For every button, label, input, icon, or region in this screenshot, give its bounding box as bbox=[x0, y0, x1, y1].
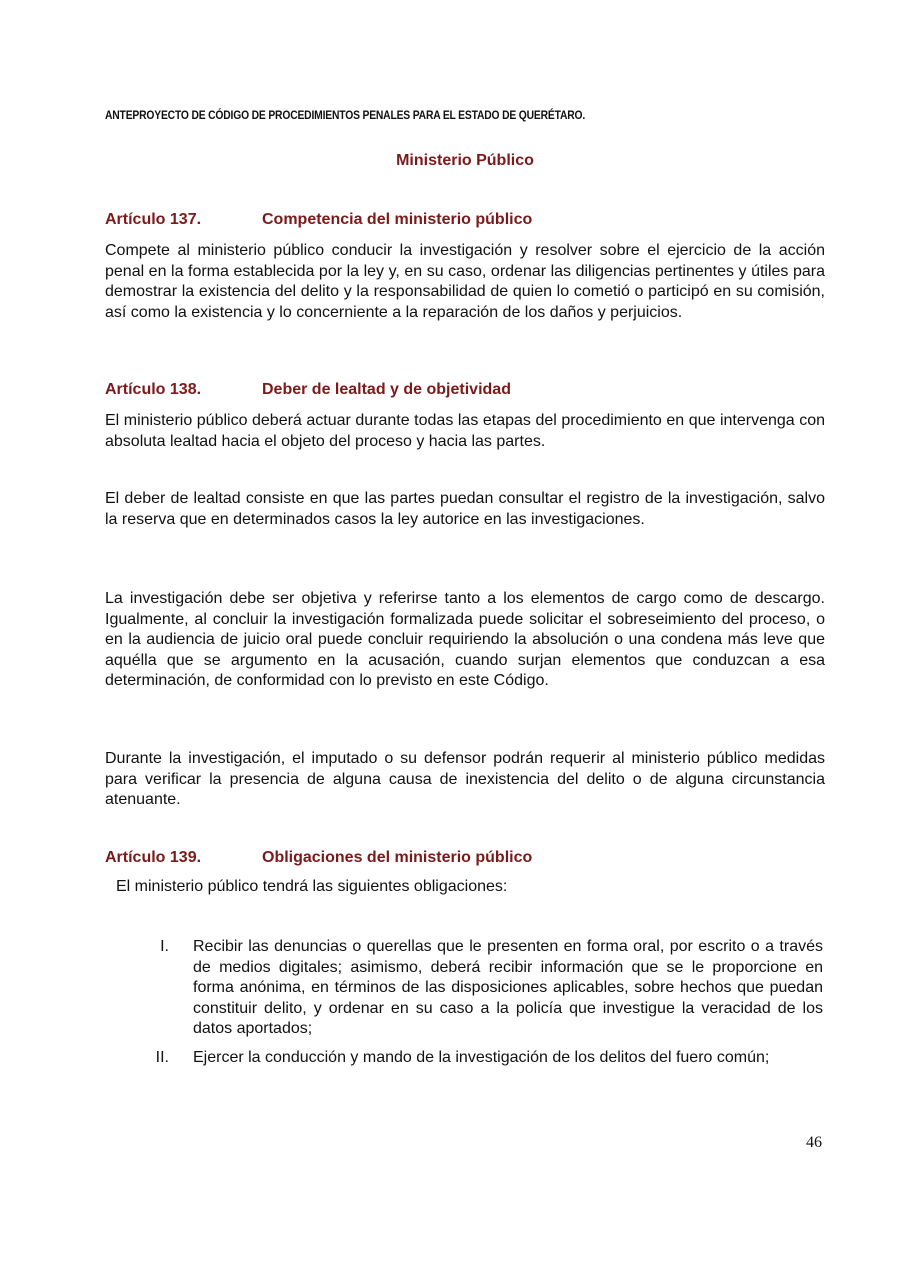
article-137-heading bbox=[105, 211, 825, 229]
page-number: 46 bbox=[806, 1134, 822, 1151]
article-138-paragraph-2: El deber de lealtad consiste en que las partes puedan consultar el registro de la investigación, salvo la reserva que en determinados casos la ley autorice en las investigaciones. bbox=[105, 490, 825, 528]
article-title: Deber de lealtad y de objetividad bbox=[262, 381, 511, 398]
article-139-intro: El ministerio público tendrá las siguientes obligaciones: bbox=[116, 878, 508, 895]
article-number: Artículo 138. bbox=[105, 381, 202, 398]
section-title: Ministerio Público bbox=[396, 152, 534, 169]
article-138-paragraph-3: La investigación debe ser objetiva y referirse tanto a los elementos de cargo como de descargo. Igualmente, al concluir la investigación formalizada puede solicitar el sobreseimiento del proceso, o en la audiencia de juicio oral puede concluir requiriendo la absolución o una condena más leve que aquélla que se argumento en la acusación, cuando surjan elementos que conduzcan a esa determinación, de conformidad con lo previsto en este Código. bbox=[105, 590, 825, 689]
article-139-heading bbox=[105, 849, 825, 867]
article-title: Competencia del ministerio público bbox=[262, 211, 533, 228]
article-title: Obligaciones del ministerio público bbox=[262, 849, 533, 866]
article-138-heading bbox=[105, 381, 825, 399]
list-item-text: Recibir las denuncias o querellas que le presenten en forma oral, por escrito o a través de medios digitales; asimismo, deberá recibir información que se le proporcione en forma anónima, en términos de las disposiciones aplicables, sobre hechos que puedan constituir delito, y ordenar en su caso a la policía que investigue la veracidad de los datos aportados; bbox=[193, 938, 823, 1037]
article-138-paragraph-1: El ministerio público deberá actuar durante todas las etapas del procedimiento en que intervenga con absoluta lealtad hacia el objeto del proceso y hacia las partes. bbox=[105, 412, 825, 450]
article-137-paragraph-1: Compete al ministerio público conducir la investigación y resolver sobre el ejercicio de la acción penal en la forma establecida por la ley y, en su caso, ordenar las diligencias pertinentes y útiles para demostrar la existencia del delito y la responsabilidad de quien lo cometió o participó en su comisión, así como la existencia y lo concerniente a la reparación de los daños y perjuicios. bbox=[105, 242, 825, 321]
article-138-paragraph-4: Durante la investigación, el imputado o su defensor podrán requerir al ministerio público medidas para verificar la presencia de alguna causa de inexistencia del delito o de alguna circunstancia atenuante. bbox=[105, 750, 825, 808]
article-number: Artículo 137. bbox=[105, 211, 202, 228]
running-header: ANTEPROYECTO DE CÓDIGO DE PROCEDIMIENTOS PENALES PARA EL ESTADO DE QUERÉTARO. bbox=[105, 108, 586, 122]
list-numeral: II. bbox=[155, 1049, 169, 1066]
article-number: Artículo 139. bbox=[105, 849, 202, 866]
list-item-text: Ejercer la conducción y mando de la investigación de los delitos del fuero común; bbox=[193, 1049, 770, 1066]
list-numeral: I. bbox=[160, 938, 169, 955]
